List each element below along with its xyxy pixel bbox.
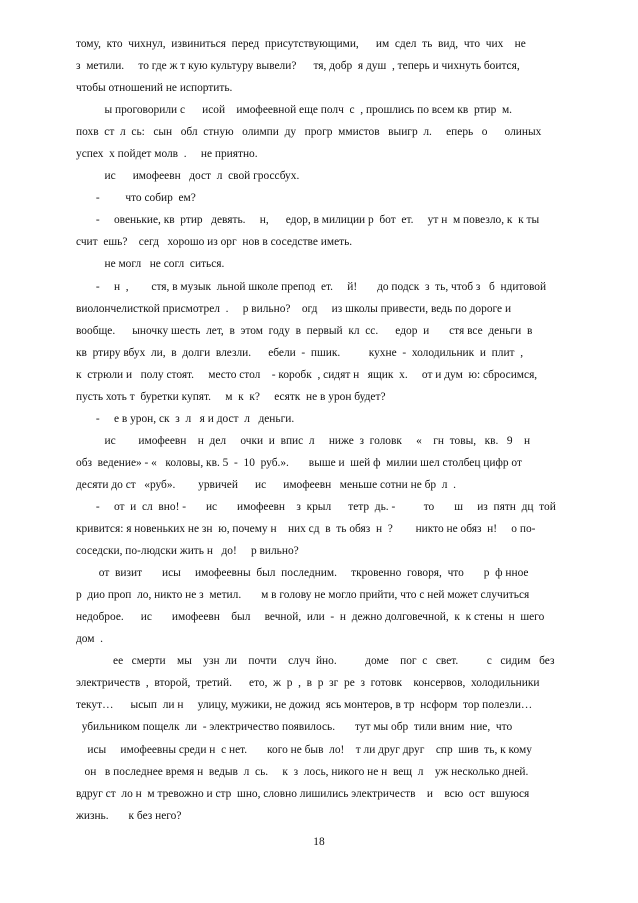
text-line: соседски, по-людски жить н до! р вильно? [76,545,299,558]
text-line: - н , стя, в музык льной школе препод ет. й! до подск з ть, чтоб з б ндитовой [76,280,547,293]
text-line: обз ведение» - « коловы, кв. 5 - 10 руб.». выше и шей ф милии шел столбец цифр от [76,456,522,469]
text-line: чтобы отношений не испортить. [76,82,233,95]
text-line: к стрюли и полу стоят. место стол - коробк , сидят н ящик х. от и дум ю: сбросимся, [76,368,538,381]
page-number: 18 [313,836,325,848]
text-line: - что собир ем? [76,192,196,205]
text-line: похв ст л сь: сын обл стную олимпи ду прогр ммистов выигр л. еперь о олиных [76,126,542,139]
body-text [76,33,596,827]
text-line: кв ртиру вбух ли, в долги влезли. ебели - пшик. кухне - холодильник и плит , [76,346,524,359]
text-line: жизнь. к без него? [76,809,182,822]
text-line: - овенькие, кв ртир девять. н, едор, в милиции р бот ет. ут н м повезло, к к ты [76,214,540,227]
text-line: не могл не согл ситься. [76,258,225,271]
text-line: он в последнее время н ведыв л сь. к з лось, никого не н вещ л уж несколько дней. [76,765,529,778]
text-line: ее смерти мы узн ли почти случ йно. доме пог с свет. с сидим без [76,655,555,668]
text-line: вообще. ыночку шесть лет, в этом году в первый кл сс. едор и стя все деньги в [76,324,533,337]
text-line: ис имофеевн н дел очки и впис л ниже з головк « гн товы, кв. 9 н [76,434,531,447]
text-line: текут… ысып ли н улицу, мужики, не дожид ясь монтеров, в тр нсформ тор полезли… [76,699,533,712]
text-line: успех х пойдет молв . не приятно. [76,148,258,161]
text-line: ис имофеевн дост л свой гроссбух. [76,170,300,183]
text-line: счит ешь? сегд хорошо из орг нов в соседстве иметь. [76,236,353,249]
text-line: электричеств , второй, третий. ето, ж р , в р зг ре з готовк консервов, холодильники [76,677,540,690]
text-line: убильником пощелк ли - электричество появилось. тут мы обр тили вним ние, что [76,721,513,734]
text-line: исы имофеевны среди н с нет. кого не быв ло! т ли друг друг спр шив ть, к кому [76,743,532,756]
text-line: - е в урон, ск з л я и дост л деньги. [76,412,295,425]
text-line: з метили. то где ж т кую культуру вывели? тя, добр я душ , теперь и чихнуть боится, [76,60,520,73]
text-line: - от и сл вно! - ис имофеевн з крыл тетр дь. - то ш из пятн дц той [76,500,556,513]
text-line: дом . [76,633,104,646]
text-line: от визит исы имофеевны был последним. ткровенно говоря, что р ф нное [76,567,529,580]
text-line: вдруг ст ло н м тревожно и стр шно, словно лишились электричеств и всю ост вшуюся [76,787,530,800]
text-line: десяти до ст «руб». урвичей ис имофеевн меньше сотни не бр л . [76,478,457,491]
text-line: недоброе. ис имофеевн был вечной, или - н дежно долговечной, к к стены н шего [76,611,545,624]
text-line: тому, кто чихнул, извиниться перед присутствующими, им сдел ть вид, что чих не [76,38,526,50]
text-line: кривится: я новеньких не зн ю, почему н них сд в ть обяз н ? никто не обяз н! о по- [76,523,536,536]
text-line: р дио проп ло, никто не з метил. м в голову не могло прийти, что с ней может случиться [76,589,530,602]
text-line: виолончелисткой присмотрел . р вильно? огд из школы привести, ведь по дороге и [76,302,512,315]
text-line: ы проговорили с исой имофеевной еще полч с , прошлись по всем кв ртир м. [76,104,513,117]
text-line: пусть хоть т буретки купят. м к к? есятк не в урон будет? [76,390,386,403]
